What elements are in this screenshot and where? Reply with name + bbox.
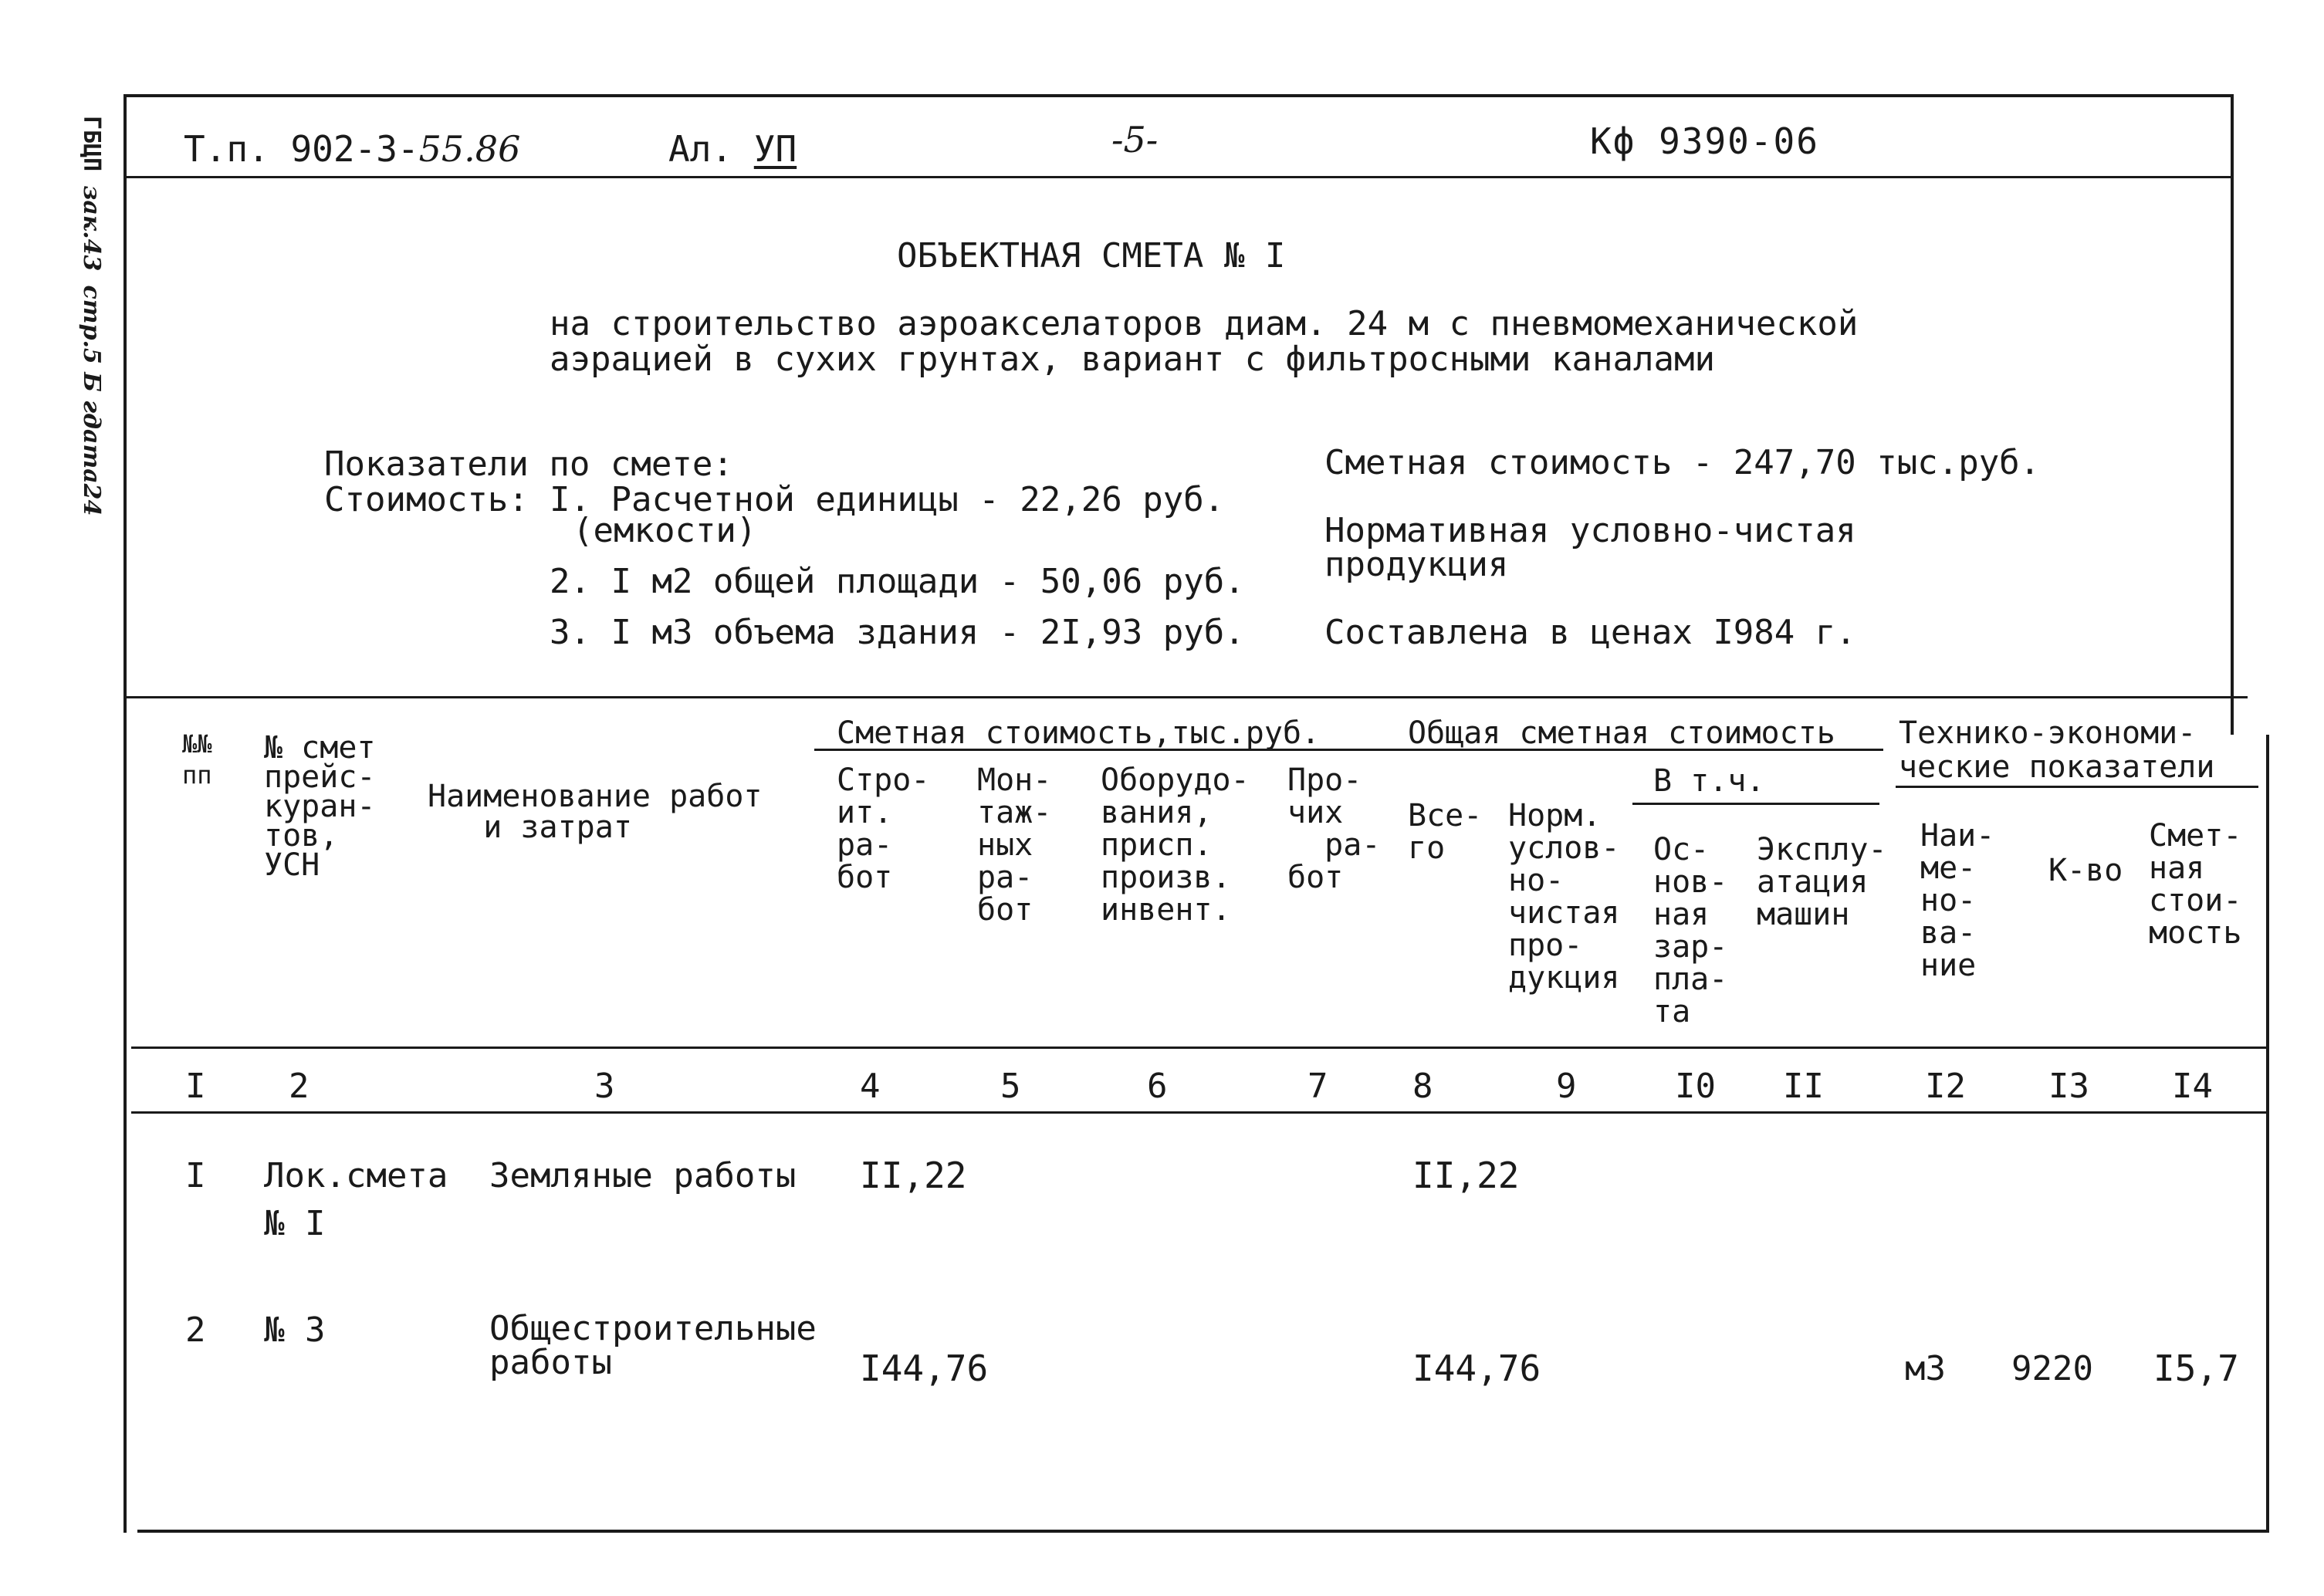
row-name: Земляные работы <box>489 1156 797 1195</box>
album-label: Ал. <box>668 128 754 170</box>
norm-production-2: продукция <box>1324 545 1509 584</box>
margin-stamp-order: зак.43 <box>78 185 105 272</box>
col-header-9: Норм. услов- но- чистая про- дукция <box>1508 798 1620 996</box>
indicator-1: I. Расчетной единицы - 22,26 руб. <box>550 480 1225 519</box>
col-number: I4 <box>2172 1067 2213 1106</box>
row-total-cost: II,22 <box>1412 1155 1520 1196</box>
col-header-7: Про- чих ра- бот <box>1287 762 1381 895</box>
margin-stamp <box>74 116 108 516</box>
col-header-13: К-во <box>2048 853 2123 888</box>
row-unit-cost: I5,7 <box>2153 1347 2239 1389</box>
col-header-1: №№ пп <box>182 729 212 790</box>
group-header-tech: Технико-экономи- ческие показатели <box>1899 715 2215 785</box>
frame-bottom <box>137 1530 2269 1533</box>
col-number: 2 <box>289 1067 310 1106</box>
col-number: II <box>1783 1067 1824 1106</box>
numbers-bottom-line <box>131 1111 2269 1114</box>
frame-right <box>2231 94 2234 735</box>
col-header-10: Ос- нов- ная зар- пла- та <box>1653 832 1728 1030</box>
group-header-smet: Сметная стоимость,тыс.руб. <box>837 715 1321 751</box>
header-tp <box>184 130 520 168</box>
album-num: УП <box>753 128 797 170</box>
col-header-2: № смет прейс- куран- тов, УСН <box>264 730 376 883</box>
col-number: 6 <box>1147 1067 1168 1106</box>
estimated-cost: Сметная стоимость - 247,70 тыс.руб. <box>1324 443 2041 482</box>
row-stroit-cost: I44,76 <box>860 1347 989 1389</box>
col-number: 7 <box>1307 1067 1328 1106</box>
vtch-line <box>1632 803 1879 805</box>
tp-label: Т.п. 902-3- <box>184 128 419 170</box>
row-num: 2 <box>185 1310 206 1350</box>
norm-production-1: Нормативная условно-чистая <box>1324 511 1856 550</box>
frame-left <box>123 94 127 1533</box>
col-header-14: Смет- ная стои- мость <box>2149 818 2242 951</box>
doc-subtitle-2: аэрацией в сухих грунтах, вариант с фильтросными каналами <box>550 340 1715 379</box>
page-number: -5- <box>1111 119 1159 161</box>
indicator-2: 2. I м2 общей площади - 50,06 руб. <box>550 562 1245 601</box>
col-number: 5 <box>1000 1067 1021 1106</box>
row-total-cost: I44,76 <box>1412 1347 1541 1389</box>
col-header-4: Стро- ит. ра- бот <box>837 762 930 895</box>
row-name: Общестроительные работы <box>489 1309 817 1382</box>
table-top-line <box>123 696 2248 698</box>
row-smeta: № 3 <box>264 1310 326 1350</box>
row-smeta: Лок.смета <box>264 1156 448 1195</box>
indicators-label: Показатели по смете: <box>324 445 733 484</box>
col-number: I3 <box>2048 1067 2089 1106</box>
col-number: I2 <box>1925 1067 1966 1106</box>
row-smeta-num: № I <box>264 1204 326 1243</box>
col-header-5: Мон- таж- ных ра- бот <box>977 762 1052 928</box>
frame-top <box>123 94 2231 97</box>
row-unit: м3 <box>1905 1349 1946 1388</box>
col-number: 3 <box>594 1067 615 1106</box>
col-header-6: Оборудо- вания, присп. произв. инвент. <box>1101 762 1250 928</box>
col-number: 8 <box>1412 1067 1433 1106</box>
cost-label: Стоимость: <box>324 480 529 519</box>
tech-group-line <box>1896 786 2258 788</box>
margin-stamp-text: стр.5 Б гдата24 <box>78 285 105 516</box>
col-header-8: Все- го <box>1408 798 1483 866</box>
doc-title: ОБЪЕКТНАЯ СМЕТА № I <box>897 236 1286 276</box>
prices-year: Составлена в ценах I984 г. <box>1324 613 1856 652</box>
col-number: I <box>185 1067 206 1106</box>
col-number: 9 <box>1556 1067 1577 1106</box>
doc-code: Кф 9390-06 <box>1590 120 1819 162</box>
indicator-3: 3. I м3 объема здания - 2I,93 руб. <box>550 613 1245 652</box>
row-num: I <box>185 1156 206 1195</box>
col-header-11: Эксплу- атация машин <box>1757 832 1887 932</box>
header-album <box>668 130 797 168</box>
group-header-total: Общая сметная стоимость <box>1408 715 1835 751</box>
group-header-vtch: В т.ч. <box>1653 763 1765 799</box>
numbers-top-line <box>131 1047 2269 1049</box>
row-qty: 9220 <box>2011 1349 2093 1388</box>
col-header-12: Наи- ме- но- ва- ние <box>1920 818 1995 983</box>
col-number: I0 <box>1675 1067 1716 1106</box>
col-header-3: Наименование работ и затрат <box>428 779 763 845</box>
row-stroit-cost: II,22 <box>860 1155 967 1196</box>
margin-stamp-org: ГБЦП <box>78 116 105 172</box>
tp-hand: 55.86 <box>418 128 521 170</box>
doc-subtitle-1: на строительство аэроакселаторов диам. 24 м с пневмомеханической <box>550 304 1859 343</box>
header-divider <box>123 176 2234 178</box>
indicator-1-note: (емкости) <box>573 511 757 550</box>
frame-right-lower <box>2266 735 2269 1533</box>
col-number: 4 <box>860 1067 881 1106</box>
